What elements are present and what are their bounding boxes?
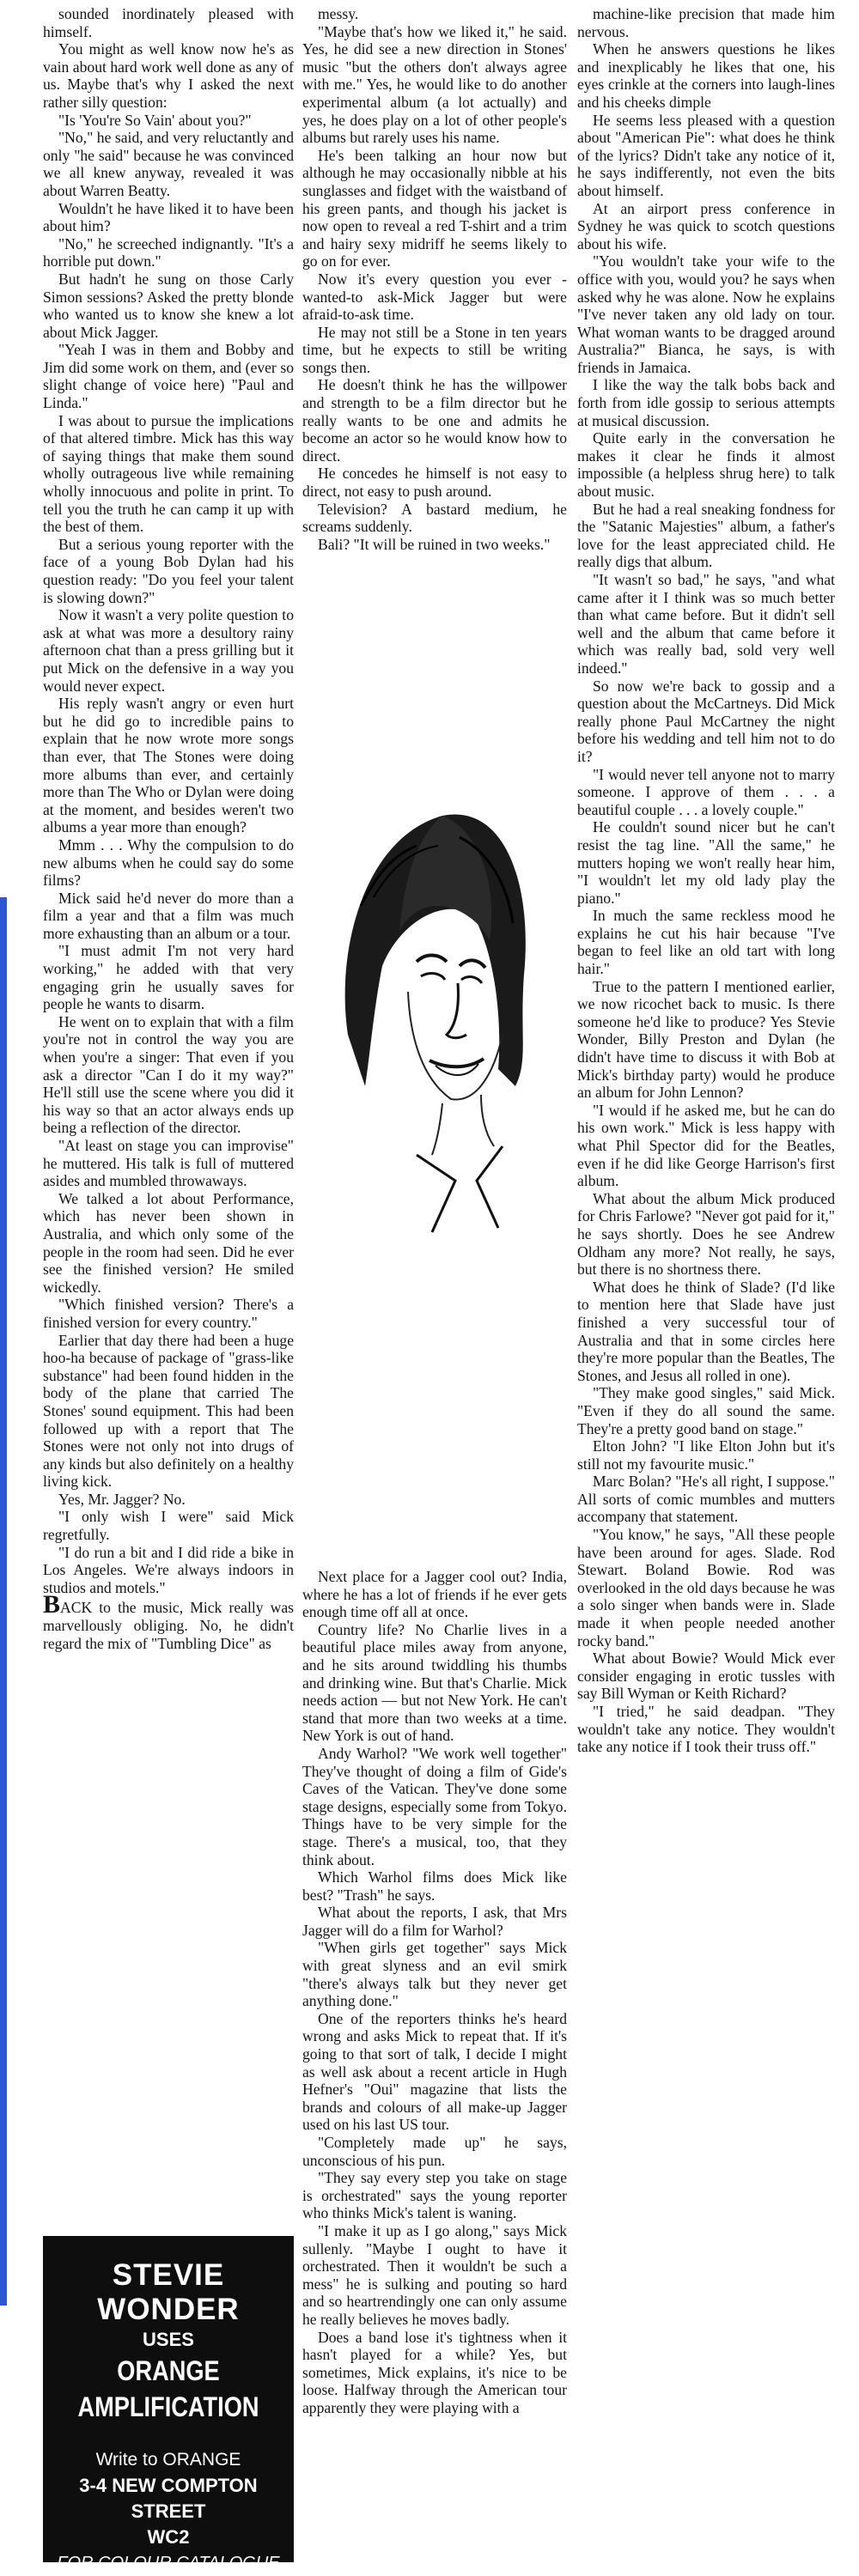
col1-paragraph: But a serious young reporter with the face of a young Bob Dylan had his question ready: "Do you feel your talent is slowing down?": [43, 535, 294, 606]
col3-paragraph: What does he think of Slade? (I'd like to mention here that Slade have just finished a very successful tour of Australia and that in some circles here they're more popular than the Beatles, The Stones, and Jesus all rolled in one).: [577, 1278, 835, 1384]
ad-catalogue: FOR COLOUR CATALOGUE: [57, 2554, 280, 2573]
col2-bottom-paragraph: Andy Warhol? "We work well together" They've thought of doing a film of Gide's Caves of the Vatican. They've done some stage designs, especially some from Tokyo. Things have to be very simple for the stage. There's a musical, too, that they think about.: [302, 1744, 567, 1868]
col3-paragraph: But he had a real sneaking fondness for the "Satanic Majesties" album, a father's love for the least appreciated child. He really digs that album.: [577, 500, 835, 571]
col1-paragraph: Mmm . . . Why the compulsion to do new albums when he could say do some films?: [43, 835, 294, 890]
col2-bottom-paragraph: "They say every step you take on stage is orchestrated" says the young reporter who thinks Mick's talent is waning.: [302, 2169, 567, 2222]
col2-top-paragraph: Now it's every question you ever - wanted-to ask-Mick Jagger but were afraid-to-ask time.: [302, 270, 567, 324]
col2-bottom-paragraph: Which Warhol films does Mick like best? "Trash" he says.: [302, 1868, 567, 1904]
col1-paragraph: But hadn't he sung on those Carly Simon sessions? Asked the pretty blonde who wanted us to know she knew a lot about Mick Jagger.: [43, 270, 294, 341]
col1-paragraph: "No," he screeched indignantly. "It's a horrible put down.": [43, 234, 294, 270]
article-column-1: [43, 5, 294, 2221]
col3-paragraph: "I would never tell anyone not to marry someone. I approve of them . . . a beautiful couple . . . a lovely couple.": [577, 765, 835, 818]
col3-paragraph: So now we're back to gossip and a question about the McCartneys. Did Mick really phone Paul McCartney the night before his wedding and tell him not to do it?: [577, 677, 835, 765]
col2-bottom-paragraph: One of the reporters thinks he's heard wrong and asks Mick to repeat that. If it's going to that sort of talk, I decide I might as well ask about a recent article in Hugh Hefner's "Oui" magazine that lists the brands and colours of all make-up Jagger used on his last US tour.: [302, 2009, 567, 2134]
column-2-top-paragraphs: [302, 5, 567, 761]
col3-paragraph: At an airport press conference in Sydney he was quick to scotch questions about his wife.: [577, 199, 835, 252]
col1-paragraph: "Which finished version? There's a finished version for every country.": [43, 1296, 294, 1331]
col2-bottom-paragraph: Next place for a Jagger cool out? India, where he has a lot of friends if he ever gets enough time off all at once.: [302, 1568, 567, 1621]
ad-brand: ORANGE AMPLIFICATION: [77, 2355, 259, 2422]
col2-top-paragraph: Television? A bastard medium, he screams suddenly.: [302, 500, 567, 536]
portrait-hair-mass: [345, 814, 526, 1086]
drop-cap-letter: B: [43, 1590, 61, 1619]
ad-headline: STEVIE WONDER: [97, 2258, 240, 2326]
column-1-paragraphs: [43, 5, 294, 1596]
col3-paragraph: "I would if he asked me, but he can do his own work." Mick is less happy with what Phil Spector did for the Beatles, even if he did like George Harrison's first album.: [577, 1101, 835, 1190]
article-column-3: [577, 5, 835, 2568]
col2-top-paragraph: He may not still be a Stone in ten years time, but he expects to still be writing songs then.: [302, 323, 567, 376]
col3-paragraph: "You wouldn't take your wife to the office with you, would you? he says when asked why he was alone. Now he explains "I've never taken any old lady on tour. What woman wants to be dragged around Australia?" Bianca, he says, is with friends in Jamaica.: [577, 252, 835, 376]
col2-bottom-paragraph: Does a band lose it's tightness when it hasn't played for a while? Yes, but sometimes, Mick explains, it's nice to be loose. Halfway through the American tour apparently they were playing with a: [302, 2328, 567, 2416]
ad-write-to: Write to ORANGE: [95, 2450, 241, 2470]
col3-paragraph: In much the same reckless mood he explains he cut his hair because "I've began to feel like an old tart with long hair.": [577, 907, 835, 978]
back-to-music-text: ACK to the music, Mick really was marvellously obliging. No, he didn't regard the mix of "Tumbling Dice" as: [43, 1599, 294, 1652]
col3-paragraph: What about Bowie? Would Mick ever consider engaging in erotic tussles with say Bill Wyman or Keith Richard?: [577, 1649, 835, 1703]
col2-top-paragraph: "Maybe that's how we liked it," he said. Yes, he did see a new direction in Stones' music "but the others don't always agree with me." Yes, he would like to do another experimental album (a lot actually) and yes, he does play on a lot of other people's albums but rarely uses his name.: [302, 22, 567, 147]
col3-paragraph: "It wasn't so bad," he says, "and what came after it I think was so much better than what came before. But it didn't sell well and the album that came before it which was really bad, sold very well indeed.": [577, 571, 835, 677]
col3-paragraph: He seems less pleased with a question about "American Pie": what does he think of the lyrics? Didn't take any notice of it, he says indifferently, not even the bits about himself.: [577, 111, 835, 199]
col2-bottom-paragraph: "When girls get together" says Mick with great slyness and an evil smirk "there's always talk but they never get anything done.": [302, 1939, 567, 2010]
col3-paragraph: Elton John? "I like Elton John but it's still not my favourite music.": [577, 1437, 835, 1473]
col1-paragraph: We talked a lot about Performance, which has never been shown in Australia, and which only some of the people in the room had seen. Did he ever see the finished version? He smiled wickedly.: [43, 1189, 294, 1296]
col1-paragraph: Now it wasn't a very polite question to ask at what was more a desultory rainy afternoon chat than a press grilling but it put Mick on the defensive in a way you would never expect.: [43, 606, 294, 695]
col3-paragraph: "They make good singles," said Mick. "Even if they do all sound the same. They're a pretty good band on stage.": [577, 1384, 835, 1437]
col3-paragraph: I like the way the talk bobs back and forth from idle gossip to serious attempts at musical discussion.: [577, 376, 835, 429]
col3-paragraph: What about the album Mick produced for Chris Farlowe? "Never got paid for it," he says shortly. Does he see Andrew Oldham any more? Not really, he says, but there is no shortness there.: [577, 1189, 835, 1279]
col1-paragraph: "No," he said, and very reluctantly and only "he said" because he was convinced we all knew anyway, revealed it was about Warren Beatty.: [43, 129, 294, 199]
col3-paragraph: He couldn't sound nicer but he can't resist the tag line. "All the same," he mutters hoping we won't really hear him, "I wouldn't let my old lady play the piano.": [577, 818, 835, 907]
col3-paragraph: "You know," he says, "All these people have been around for ages. Slade. Rod Stewart. Boland Bowie. Rod was overlooked in the old days because he was a solo singer when bands were in. Slade made it when people needed another rocky band.": [577, 1526, 835, 1649]
col1-paragraph: "I only wish I were" said Mick regretfully.: [43, 1508, 294, 1544]
stevie-wonder-orange-ad: [43, 2236, 294, 2573]
col1-paragraph: "I must admit I'm not very hard working," he added with that very engaging grin he usually saves for people he wants to disarm.: [43, 942, 294, 1013]
col1-paragraph: I was about to pursue the implications of that altered timbre. Mick has this way of saying things that make them sound wholly outrageous live while remaining wholly innocuous and polite in print. To tell you the truth he can camp it up with the best of them.: [43, 411, 294, 536]
col1-paragraph: Mick said he'd never do more than a film a year and that a film was much more exhausting than an album or a tour.: [43, 889, 294, 942]
ad-postcode: WC2: [147, 2526, 190, 2548]
col1-paragraph: "Is 'You're So Vain' about you?": [58, 111, 252, 129]
col1-paragraph: "Yeah I was in them and Bobby and Jim did some work on them, and (ever so slight change of voice here) "Paul and Linda.": [43, 341, 294, 412]
col2-top-paragraph: Bali? "It will be ruined in two weeks.": [318, 535, 551, 553]
col2-top-paragraph: messy.: [318, 5, 359, 22]
col1-paragraph: "I do run a bit and I did ride a bike in Los Angeles. We're always indoors in studios and motels.": [43, 1543, 294, 1596]
col2-top-paragraph: He concedes he himself is not easy to direct, not easy to push around.: [302, 465, 567, 501]
ad-address: 3-4 NEW COMPTON STREET: [79, 2475, 258, 2522]
back-to-music-paragraph: [43, 1590, 294, 1652]
col1-paragraph: He went on to explain that with a film you're not in control the way you are when you're a singer: That even if you ask a director "Can I do it my way?" He'll still use the scene where you did it his way so that an actor always ends up being a reflection of the director.: [43, 1012, 294, 1137]
ad-uses: USES: [143, 2329, 194, 2350]
col3-paragraph: machine-like precision that made him nervous.: [577, 5, 835, 40]
portrait-face-lines: [408, 956, 503, 1100]
col1-paragraph: His reply wasn't angry or even hurt but he did go to incredible pains to explain that he now wrote more songs than ever, that The Stones were doing more albums than ever, and certainly more than The Who or Dylan were doing at the moment, and besides weren't two albums a year more than enough?: [43, 695, 294, 836]
col1-paragraph: sounded inordinately pleased with himself.: [43, 5, 294, 40]
mick-jagger-portrait: [331, 777, 533, 1550]
left-margin-rule: [0, 897, 7, 2306]
col1-paragraph: Earlier that day there had been a huge hoo-ha because of package of "grass-like substance" had been found hidden in the body of the plane that carried The Stones' sound equipment. This had been followed up with a report that The Stones were not only not into drugs of any kinds but also definitely on a healthy living kick.: [43, 1331, 294, 1491]
col3-paragraph: Quite early in the conversation he makes it clear he finds it almost impossible (a helpless shrug here) to talk about music.: [577, 429, 835, 501]
col2-bottom-paragraph: "I make it up as I go along," says Mick sullenly. "Maybe I ought to have it orchestrated. Then it wouldn't be such a mess" he is sulking and pouting so hard and so heartrendingly one can only assume he really believes he moves badly.: [302, 2221, 567, 2328]
col3-paragraph: "I tried," he said deadpan. "They wouldn't take any notice. They wouldn't take any notice if I took their truss off.": [577, 1703, 835, 1756]
column-3-paragraphs: [577, 5, 835, 1756]
col1-paragraph: You might as well know now he's as vain about hard work well done as any of us. Maybe that's why I asked the next rather silly question:: [43, 40, 294, 111]
col2-bottom-paragraph: "Completely made up" he says, unconscious of his pun.: [302, 2134, 567, 2169]
col2-bottom-paragraph: Country life? No Charlie lives in a beautiful place miles away from anyone, and he sits around twiddling his thumbs and drinking wine. But that's Charlie. Mick needs action — but not New York. He can't stand that more than two weeks at a time. New York is out of hand.: [302, 1620, 567, 1745]
col3-paragraph: Marc Bolan? "He's all right, I suppose." All sorts of comic mumbles and mutters accompany that statement.: [577, 1473, 835, 1526]
col3-paragraph: True to the pattern I mentioned earlier, we now ricochet back to music. Is there someone he'd like to produce? Yes Stevie Wonder, Billy Preston and Dylan (he didn't have time to discuss it with Bob at Mick's birthday party) would he produce an album for John Lennon?: [577, 977, 835, 1102]
col2-top-paragraph: He doesn't think he has the willpower and strength to be a film director but he really wants to be one and admits he become an actor so he would know how to direct.: [302, 376, 567, 465]
col1-paragraph: "At least on stage you can improvise" he muttered. His talk is full of muttered asides and mumbled throwaways.: [43, 1137, 294, 1190]
col1-paragraph: Yes, Mr. Jagger? No.: [58, 1490, 186, 1508]
col2-bottom-paragraph: What about the reports, I ask, that Mrs Jagger will do a film for Warhol?: [302, 1904, 567, 1939]
col2-top-paragraph: He's been talking an hour now but although he may occasionally nibble at his sunglasses and fidget with the waistband of his green pants, and though his jacket is now open to reveal a red T-shirt and a trim and hairy sexy midriff he seems likely to go on for ever.: [302, 146, 567, 270]
col1-paragraph: Wouldn't he have liked it to have been about him?: [43, 199, 294, 235]
column-2-bottom-paragraphs: [302, 1568, 567, 2564]
portrait-neck-and-collar: [417, 1095, 503, 1232]
col3-paragraph: When he answers questions he likes and inexplicably he likes that one, his eyes crinkle at the corners into laugh-lines and his cheeks dimple: [577, 40, 835, 111]
